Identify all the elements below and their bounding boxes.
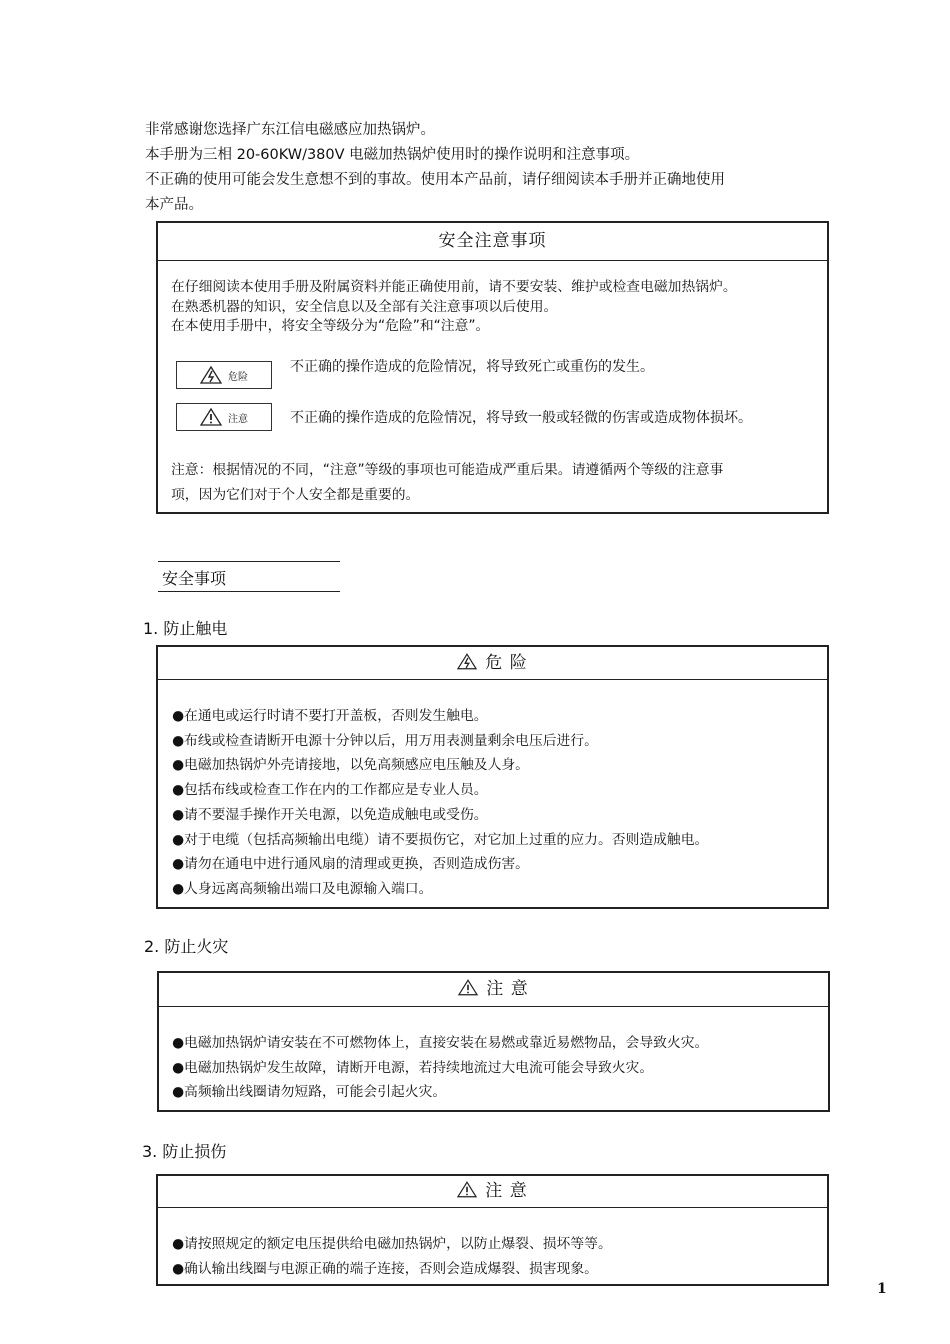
intro-line: 本产品。 bbox=[145, 197, 203, 213]
notice-note: 项，因为它们对于个人安全都是重要的。 bbox=[171, 487, 420, 503]
box-title-text: 注 意 bbox=[485, 1181, 528, 1201]
list-item: ●电磁加热锅炉外壳请接地，以免高频感应电压触及人身。 bbox=[172, 757, 529, 774]
safety-notice-box bbox=[156, 221, 829, 514]
warning-icon bbox=[457, 1181, 477, 1198]
caution-level-row bbox=[176, 403, 752, 431]
electric-warning-icon bbox=[200, 366, 222, 384]
list-item: ●对于电缆（包括高频输出电缆）请不要损伤它，对它加上过重的应力。否则造成触电。 bbox=[172, 831, 709, 848]
warning-icon bbox=[458, 979, 478, 996]
list-item: ●请勿在通电中进行通风扇的清理或更换，否则造成伤害。 bbox=[172, 856, 529, 873]
list-item: ●人身远离高频输出端口及电源输入端口。 bbox=[172, 880, 433, 897]
list-item: ●在通电或运行时请不要打开盖板，否则发生触电。 bbox=[172, 708, 488, 724]
danger-description: 不正确的操作造成的危险情况，将导致死亡或重伤的发生。 bbox=[290, 359, 654, 375]
warning-icon bbox=[200, 408, 222, 426]
caution-description: 不正确的操作造成的危险情况，将导致一般或轻微的伤害或造成物体损坏。 bbox=[290, 410, 752, 426]
list-item: ●请按照规定的额定电压提供给电磁加热锅炉，以防止爆裂、损坏等等。 bbox=[172, 1236, 612, 1252]
box-title bbox=[158, 647, 827, 680]
caution-label: 注意 bbox=[228, 413, 248, 425]
list-item: ●确认输出线圈与电源正确的端子连接，否则会造成爆裂、损害现象。 bbox=[172, 1260, 598, 1277]
caution-badge bbox=[176, 403, 272, 431]
danger-level-row bbox=[176, 361, 654, 389]
danger-label: 危险 bbox=[228, 371, 248, 383]
notice-paragraph: 在仔细阅读本使用手册及附属资料并能正确使用前，请不要安装、维护或检查电磁加热锅炉。 bbox=[171, 279, 737, 295]
safety-notice-title: 安全注意事项 bbox=[158, 223, 827, 261]
list-item: ●电磁加热锅炉请安装在不可燃物体上，直接安装在易燃或靠近易燃物品，会导致火灾。 bbox=[172, 1035, 709, 1051]
box-title bbox=[158, 1176, 827, 1208]
box-title-text: 注 意 bbox=[486, 979, 529, 999]
intro-line: 非常感谢您选择广东江信电磁感应加热锅炉。 bbox=[145, 122, 435, 138]
intro-line: 不正确的使用可能会发生意想不到的事故。使用本产品前，请仔细阅读本手册并正确地使用 bbox=[145, 172, 725, 188]
electric-warning-icon bbox=[457, 653, 477, 670]
list-item: ●布线或检查请断开电源十分钟以后，用万用表测量剩余电压后进行。 bbox=[172, 732, 598, 749]
fire-prevention-box bbox=[157, 971, 830, 1112]
intro-text bbox=[145, 118, 825, 218]
section-heading: 1. 防止触电 bbox=[143, 619, 228, 638]
injury-prevention-box bbox=[156, 1174, 829, 1286]
section-heading: 3. 防止损伤 bbox=[142, 1142, 227, 1161]
box-title bbox=[159, 973, 828, 1007]
list-item: ●请不要湿手操作开关电源，以免造成触电或受伤。 bbox=[172, 806, 488, 823]
list-item: ●高频输出线圈请勿短路，可能会引起火灾。 bbox=[172, 1084, 447, 1100]
list-item: ●包括布线或检查工作在内的工作都应是专业人员。 bbox=[172, 782, 488, 799]
box-title-text: 危 险 bbox=[485, 653, 528, 673]
notice-paragraph: 在本使用手册中，将安全等级分为“危险”和“注意”。 bbox=[171, 318, 490, 334]
section-title-block bbox=[158, 561, 340, 592]
notice-paragraph: 在熟悉机器的知识，安全信息以及全部有关注意事项以后使用。 bbox=[171, 298, 558, 315]
intro-line: 本手册为三相 20-60KW/380V 电磁加热锅炉使用时的操作说明和注意事项。 bbox=[145, 147, 640, 163]
section-title: 安全事项 bbox=[162, 569, 227, 588]
notice-note: 注意：根据情况的不同，“注意”等级的事项也可能造成严重后果。请遵循两个等级的注意事 bbox=[171, 462, 724, 478]
page-number: 1 bbox=[877, 1281, 887, 1297]
list-item: ●电磁加热锅炉发生故障，请断开电源，若持续地流过大电流可能会导致火灾。 bbox=[172, 1059, 654, 1076]
danger-badge bbox=[176, 361, 272, 389]
electric-shock-box bbox=[156, 645, 829, 909]
section-heading: 2. 防止火灾 bbox=[144, 937, 229, 956]
